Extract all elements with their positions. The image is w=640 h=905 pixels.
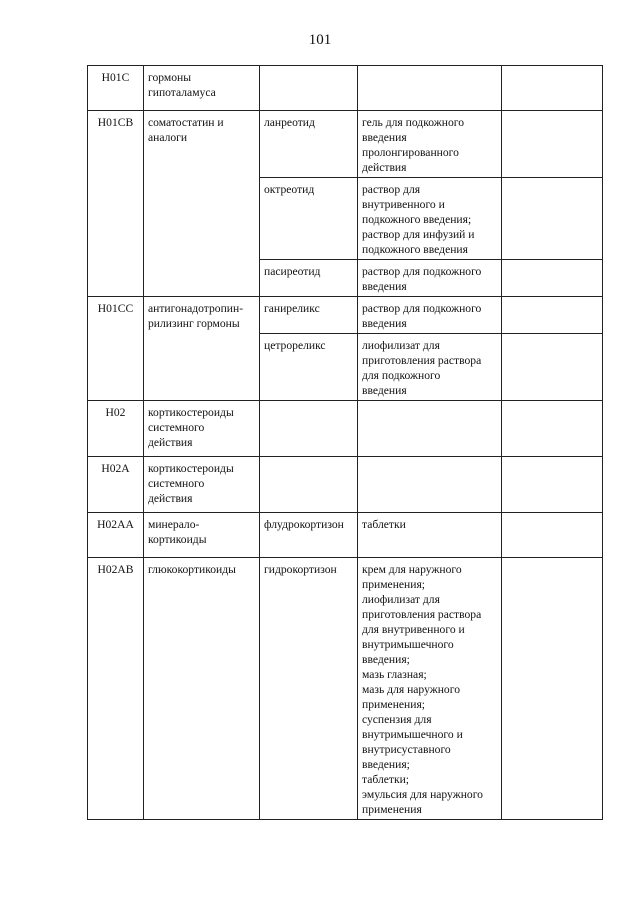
dosage-form-cell-line: пролонгированного — [362, 146, 459, 159]
dosage-form-cell-line: эмульсия для наружного — [362, 788, 483, 801]
dosage-form-cell — [358, 111, 502, 178]
dosage-form-cell-line: суспензия для — [362, 713, 432, 726]
extra-cell — [502, 178, 603, 260]
atc-code-cell-line: H01C — [101, 71, 130, 84]
table-body — [88, 66, 603, 820]
group-name-cell-line: действия — [148, 436, 193, 449]
group-name-cell — [144, 457, 260, 513]
group-name-cell — [144, 111, 260, 297]
dosage-form-cell-line: крем для наружного — [362, 563, 462, 576]
dosage-form-cell-line: таблетки; — [362, 773, 410, 786]
dosage-form-cell-line: внутрисуставного — [362, 743, 451, 756]
atc-code-cell — [88, 66, 144, 111]
dosage-form-cell-line: мазь для наружного — [362, 683, 460, 696]
dosage-form-cell-line: таблетки — [362, 518, 406, 531]
table-row — [88, 401, 603, 457]
atc-code-cell-line: H02 — [105, 406, 126, 419]
dosage-form-cell-line: гель для подкожного — [362, 116, 465, 129]
dosage-form-cell-line: введения — [362, 384, 407, 397]
extra-cell — [502, 297, 603, 334]
dosage-form-cell-line: раствор для инфузий и — [362, 228, 475, 241]
atc-code-cell-line: H01CB — [97, 116, 134, 129]
dosage-form-cell — [358, 297, 502, 334]
extra-cell — [502, 558, 603, 820]
dosage-form-cell-line: введения; — [362, 758, 410, 771]
group-name-cell-line: гормоны — [148, 71, 192, 84]
drug-name-cell-line: цетрореликс — [264, 339, 326, 352]
dosage-form-cell-line: применения; — [362, 578, 426, 591]
dosage-form-cell-line: введения — [362, 131, 407, 144]
dosage-form-cell-line: раствор для — [362, 183, 421, 196]
extra-cell — [502, 111, 603, 178]
drug-name-cell — [260, 457, 358, 513]
table-row — [88, 297, 603, 334]
group-name-cell-line: антигонадотропин- — [148, 302, 244, 315]
drug-name-cell — [260, 178, 358, 260]
atc-code-cell-line: H02A — [101, 462, 130, 475]
dosage-form-cell-line: введения; — [362, 653, 410, 666]
atc-code-cell — [88, 457, 144, 513]
atc-code-cell-line: H02AB — [97, 563, 134, 576]
table-row — [88, 66, 603, 111]
drug-name-cell — [260, 297, 358, 334]
dosage-form-cell-line: внутримышечного и — [362, 728, 463, 741]
dosage-form-cell-line: введения — [362, 280, 407, 293]
dosage-form-cell — [358, 66, 502, 111]
dosage-form-cell — [358, 334, 502, 401]
dosage-form-cell-line: действия — [362, 161, 407, 174]
atc-code-cell — [88, 513, 144, 558]
dosage-form-cell — [358, 558, 502, 820]
group-name-cell-line: аналоги — [148, 131, 188, 144]
drug-name-cell-line: ланреотид — [264, 116, 315, 129]
group-name-cell-line: кортикоиды — [148, 533, 207, 546]
drug-table — [87, 65, 603, 820]
group-name-cell-line: системного — [148, 421, 205, 434]
atc-code-cell — [88, 111, 144, 297]
drug-name-cell-line: октреотид — [264, 183, 315, 196]
group-name-cell — [144, 297, 260, 401]
extra-cell — [502, 457, 603, 513]
dosage-form-cell-line: лиофилизат для — [362, 339, 440, 352]
group-name-cell-line: кортикостероиды — [148, 406, 234, 419]
dosage-form-cell-line: внутривенного и — [362, 198, 445, 211]
dosage-form-cell — [358, 513, 502, 558]
group-name-cell — [144, 401, 260, 457]
dosage-form-cell-line: для подкожного — [362, 369, 441, 382]
dosage-form-cell-line: применения — [362, 803, 422, 816]
group-name-cell-line: действия — [148, 492, 193, 505]
group-name-cell — [144, 558, 260, 820]
page-number: 101 — [308, 32, 332, 48]
table-row — [88, 457, 603, 513]
table-row — [88, 111, 603, 178]
dosage-form-cell-line: лиофилизат для — [362, 593, 440, 606]
dosage-form-cell-line: приготовления раствора — [362, 354, 482, 367]
drug-name-cell — [260, 558, 358, 820]
table-row — [88, 513, 603, 558]
group-name-cell — [144, 66, 260, 111]
dosage-form-cell-line: раствор для подкожного — [362, 265, 482, 278]
drug-name-cell — [260, 111, 358, 178]
drug-name-cell-line: гидрокортизон — [264, 563, 337, 576]
group-name-cell-line: минерало- — [148, 518, 200, 531]
atc-code-cell-line: H02AA — [97, 518, 134, 531]
extra-cell — [502, 260, 603, 297]
group-name-cell-line: глюкокортикоиды — [148, 563, 236, 576]
dosage-form-cell-line: подкожного введения — [362, 243, 468, 256]
drug-name-cell-line: пасиреотид — [264, 265, 321, 278]
extra-cell — [502, 401, 603, 457]
group-name-cell-line: рилизинг гормоны — [148, 317, 240, 330]
dosage-form-cell-line: применения; — [362, 698, 426, 711]
atc-code-cell — [88, 297, 144, 401]
dosage-form-cell-line: введения — [362, 317, 407, 330]
drug-name-cell-line: флудрокортизон — [264, 518, 344, 531]
group-name-cell-line: кортикостероиды — [148, 462, 234, 475]
atc-code-cell-line: H01CC — [97, 302, 134, 315]
atc-code-cell — [88, 558, 144, 820]
atc-code-cell — [88, 401, 144, 457]
drug-name-cell-line: ганиреликс — [264, 302, 320, 315]
dosage-form-cell — [358, 401, 502, 457]
drug-name-cell — [260, 401, 358, 457]
table-row — [88, 558, 603, 820]
extra-cell — [502, 513, 603, 558]
extra-cell — [502, 66, 603, 111]
drug-name-cell — [260, 334, 358, 401]
dosage-form-cell-line: внутримышечного — [362, 638, 454, 651]
dosage-form-cell — [358, 178, 502, 260]
dosage-form-cell-line: подкожного введения; — [362, 213, 472, 226]
group-name-cell-line: соматостатин и — [148, 116, 224, 129]
dosage-form-cell — [358, 260, 502, 297]
dosage-form-cell-line: для внутривенного и — [362, 623, 465, 636]
group-name-cell-line: гипоталамуса — [148, 86, 216, 99]
dosage-form-cell — [358, 457, 502, 513]
group-name-cell-line: системного — [148, 477, 205, 490]
drug-name-cell — [260, 513, 358, 558]
drug-name-cell — [260, 260, 358, 297]
dosage-form-cell-line: приготовления раствора — [362, 608, 482, 621]
group-name-cell — [144, 513, 260, 558]
dosage-form-cell-line: раствор для подкожного — [362, 302, 482, 315]
extra-cell — [502, 334, 603, 401]
dosage-form-cell-line: мазь глазная; — [362, 668, 427, 681]
drug-name-cell — [260, 66, 358, 111]
